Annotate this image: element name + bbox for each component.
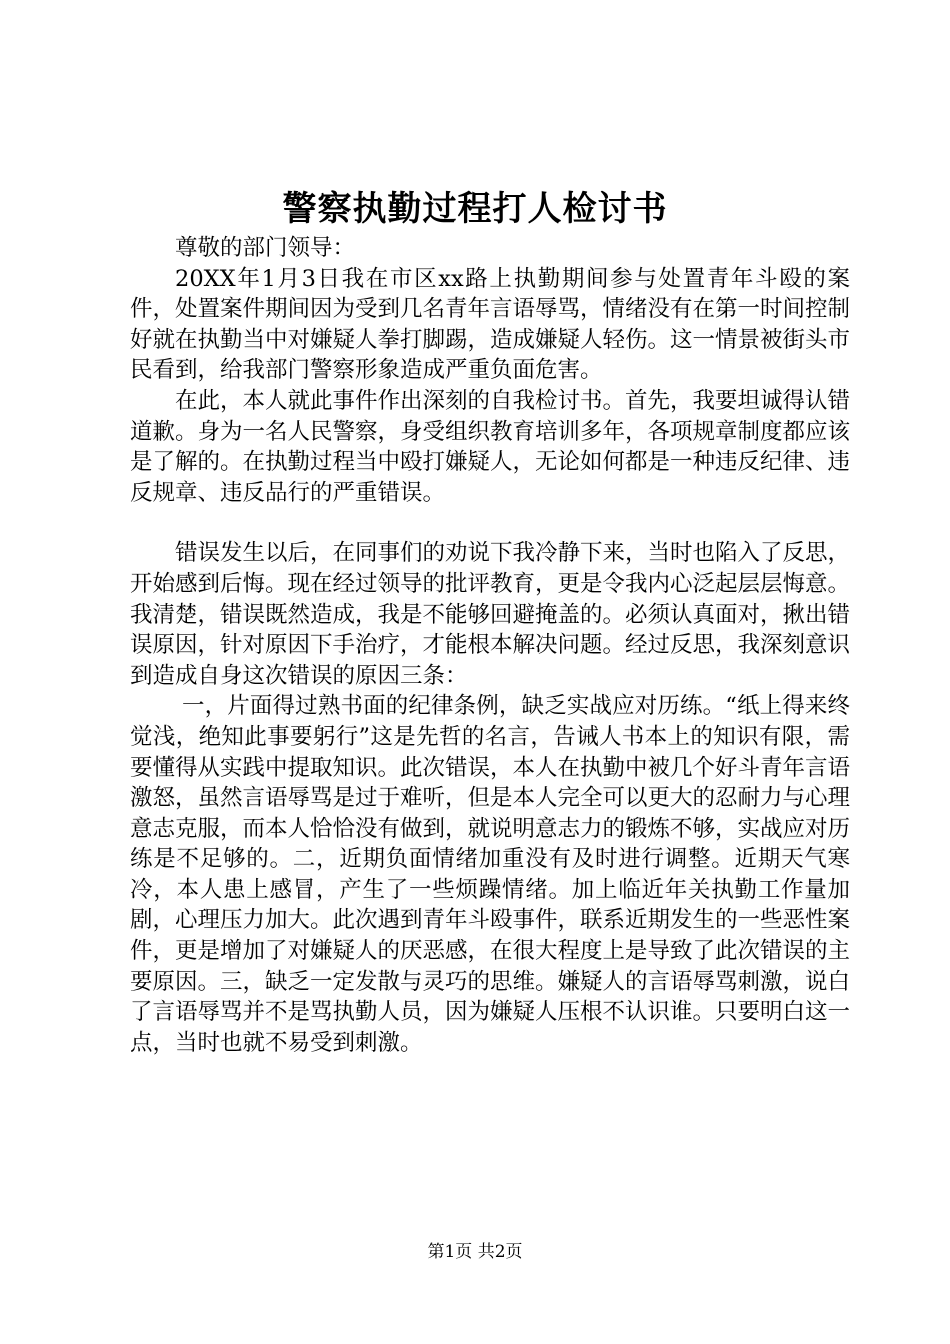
paragraph-spacer [130,508,850,538]
page-indicator: 第1页 共2页 [427,1242,523,1262]
document-body [130,233,850,1058]
paragraph-reasons: 一，片面得过熟书面的纪律条例，缺乏实战应对历练。“纸上得来终觉浅，绝知此事要躬行”这是先哲的名言，告诫人书本上的知识有限，需要懂得从实践中提取知识。此次错误，本人在执勤中被几个好斗青年言语激怒，虽然言语辱骂是过于难听，但是本人完全可以更大的忍耐力与心理意志克服，而本人恰恰没有做到，就说明意志力的锻炼不够，实战应对历练是不足够的。二，近期负面情绪加重没有及时进行调整。近期天气寒冷，本人患上感冒，产生了一些烦躁情绪。加上临近年关执勤工作量加剧，心理压力加大。此次遇到青年斗殴事件，联系近期发生的一些恶性案件，更是增加了对嫌疑人的厌恶感，在很大程度上是导致了此次错误的主要原因。三，缺乏一定发散与灵巧的思维。嫌疑人的言语辱骂刺激，说白了言语辱骂并不是骂执勤人员，因为嫌疑人压根不认识谁。只要明白这一点，当时也就不易受到刺激。 [130,693,851,1056]
paragraph-incident: 20XX年1月3日我在市区xx路上执勤期间参与处置青年斗殴的案件，处置案件期间因为受到几名青年言语辱骂，情绪没有在第一时间控制好就在执勤当中对嫌疑人拳打脚踢，造成嫌疑人轻伤。这一情景被街头市民看到，给我部门警察形象造成严重负面危害。 [130,265,851,384]
greeting: 尊敬的部门领导： [175,235,356,261]
document-title: 警察执勤过程打人检讨书 [282,189,668,229]
paragraph-apology: 在此，本人就此事件作出深刻的自我检讨书。首先，我要坦诚得认错道歉。身为一名人民警察，身受组织教育培训多年，各项规章制度都应该是了解的。在执勤过程当中殴打嫌疑人，无论如何都是一种违反纪律、违反规章、违反品行的严重错误。 [130,387,851,506]
paragraph-reflection: 错误发生以后，在同事们的劝说下我冷静下来，当时也陷入了反思，开始感到后悔。现在经过领导的批评教育，更是令我内心泛起层层悔意。我清楚，错误既然造成，我是不能够回避掩盖的。必须认真面对，揪出错误原因，针对原因下手治疗，才能根本解决问题。经过反思，我深刻意识到造成自身这次错误的原因三条： [130,540,851,689]
